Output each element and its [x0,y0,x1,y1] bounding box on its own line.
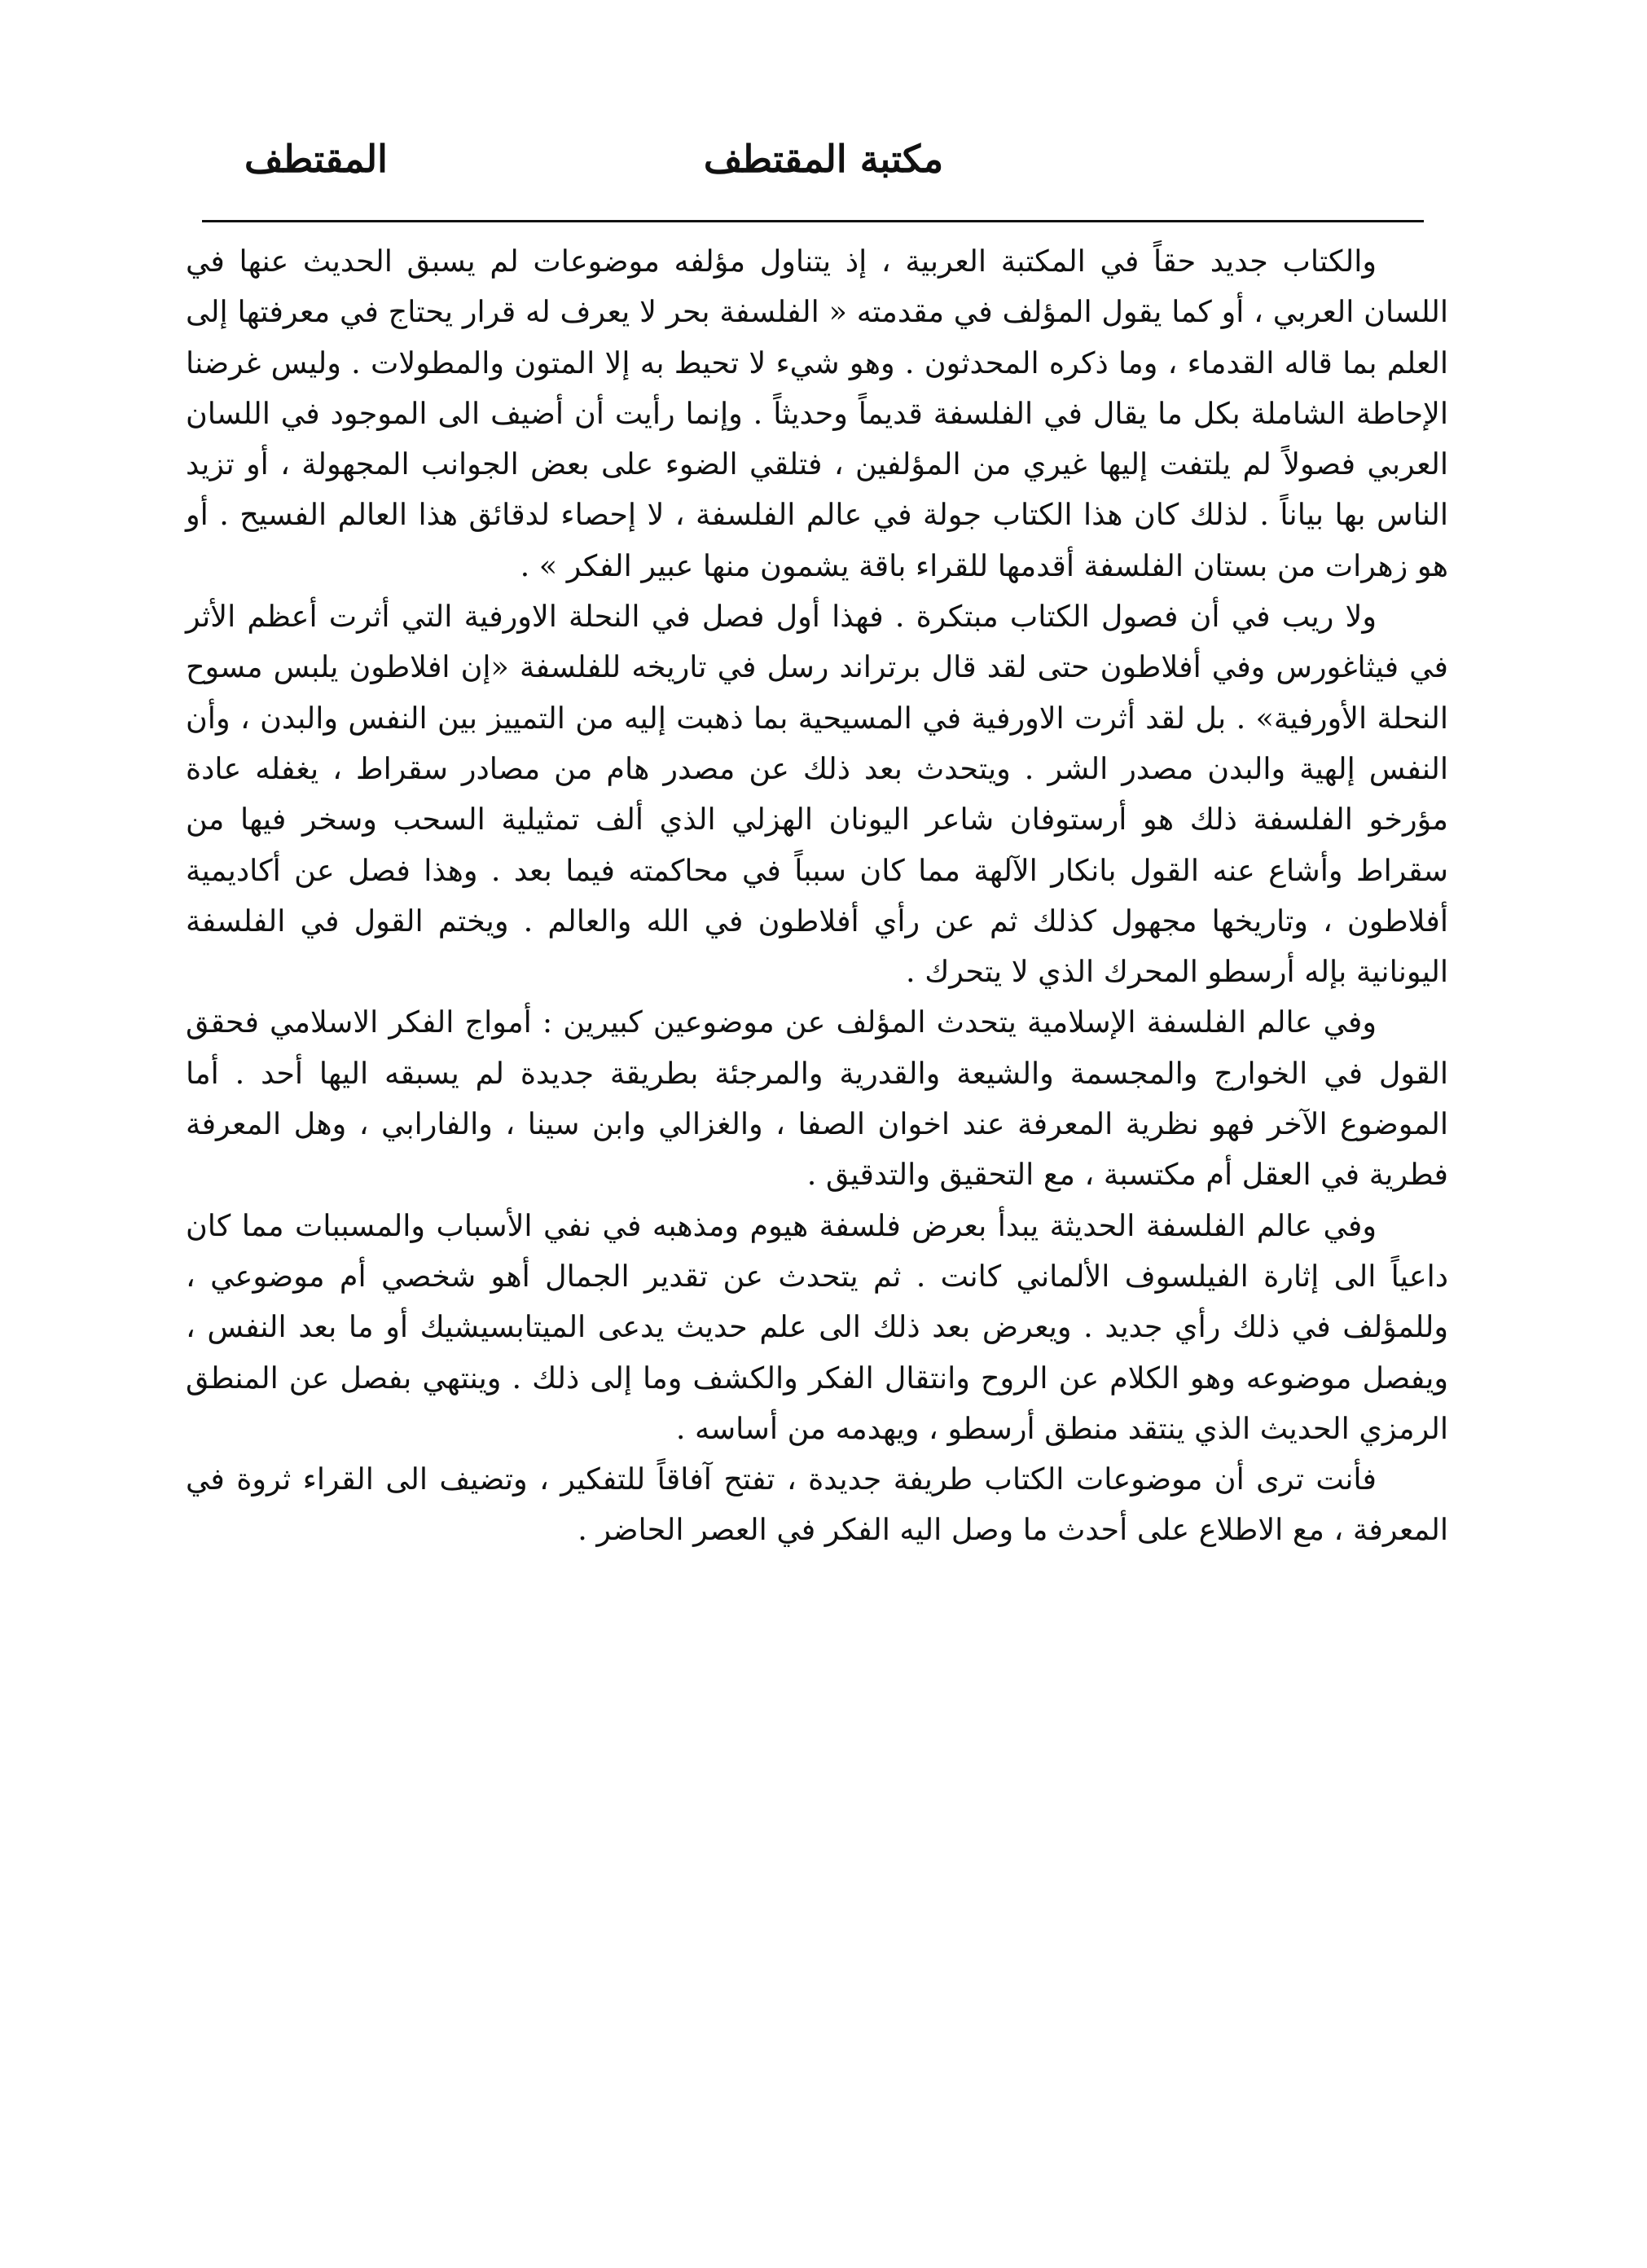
article-body [186,236,1448,1556]
paragraph: وفي عالم الفلسفة الحديثة يبدأ بعرض فلسفة هيوم ومذهبه في نفي الأسباب والمسببات مما كان داعياً الى إثارة الفيلسوف الألماني كانت . ثم يتحدث عن تقدير الجمال أهو شخصي أم موضوعي ، وللمؤلف في ذلك رأي جديد . ويعرض بعد ذلك الى علم حديث يدعى الميتابسيشيك أو ما بعد النفس ، ويفصل موضوعه وهو الكلام عن الروح وانتقال الفكر والكشف وما إلى ذلك . وينتهي بفصل عن المنطق الرمزي الحديث الذي ينتقد منطق أرسطو ، ويهدمه من أساسه . [186,1207,1448,1446]
paragraph: ولا ريب في أن فصول الكتاب مبتكرة . فهذا أول فصل في النحلة الاورفية التي أثرت أعظم الأثر في فيثاغورس وفي أفلاطون حتى لقد قال برتراند رسل في تاريخه للفلسفة «إن افلاطون يلبس مسوح النحلة الأورفية» . بل لقد أثرت الاورفية في المسيحية بما ذهبت إليه من التمييز بين النفس والبدن ، وأن النفس إلهية والبدن مصدر الشر . ويتحدث بعد ذلك عن مصدر هام من مصادر سقراط ، يغفله عادة مؤرخو الفلسفة ذلك هو أرستوفان شاعر اليونان الهزلي الذي ألف تمثيلية السحب وسخر فيها من سقراط وأشاع عنه القول بانكار الآلهة مما كان سبباً في محاكمته فيما بعد . وهذا فصل عن أكاديمية أفلاطون ، وتاريخها مجهول كذلك ثم عن رأي أفلاطون في الله والعالم . ويختم القول في الفلسفة اليونانية بإله أرسطو المحرك الذي لا يتحرك . [186,599,1448,990]
page-title: مكتبة المقتطف [703,137,944,181]
paragraph: وفي عالم الفلسفة الإسلامية يتحدث المؤلف عن موضوعين كبيرين : أمواج الفكر الاسلامي فحقق القول في الخوارج والمجسمة والشيعة والقدرية والمرجئة بطريقة جديدة لم يسبقه اليها أحد . أما الموضوع الآخر فهو نظرية المعرفة عند اخوان الصفا ، والغزالي وابن سينا ، والفارابي ، وهل المعرفة فطرية في العقل أم مكتسبة ، مع التحقيق والتدقيق . [186,1004,1448,1193]
paragraph: والكتاب جديد حقاً في المكتبة العربية ، إذ يتناول مؤلفه موضوعات لم يسبق الحديث عنها في اللسان العربي ، أو كما يقول المؤلف في مقدمته « الفلسفة بحر لا يعرف له قرار يحتاج في معرفتها إلى العلم بما قاله القدماء ، وما ذكره المحدثون . وهو شيء لا تحيط به إلا المتون والمطولات . وليس غرضنا الإحاطة الشاملة بكل ما يقال في الفلسفة قديماً وحديثاً . وإنما رأيت أن أضيف الى الموجود في اللسان العربي فصولاً لم يلتفت إليها غيري من المؤلفين ، فتلقي الضوء على بعض الجوانب المجهولة ، أو تزيد الناس بها بياناً . لذلك كان هذا الكتاب جولة في عالم الفلسفة ، لا إحصاء لدقائق هذا العالم الفسيح . أو هو زهرات من بستان الفلسفة أقدمها للقراء باقة يشمون منها عبير الفكر » . [186,244,1448,583]
paragraph: فأنت ترى أن موضوعات الكتاب طريفة جديدة ، تفتح آفاقاً للتفكير ، وتضيف الى القراء ثروة في المعرفة ، مع الاطلاع على أحدث ما وصل اليه الفكر في العصر الحاضر . [186,1461,1448,1548]
publication-name: المقتطف [244,137,388,181]
running-header [212,122,1435,196]
header-divider [202,220,1424,222]
